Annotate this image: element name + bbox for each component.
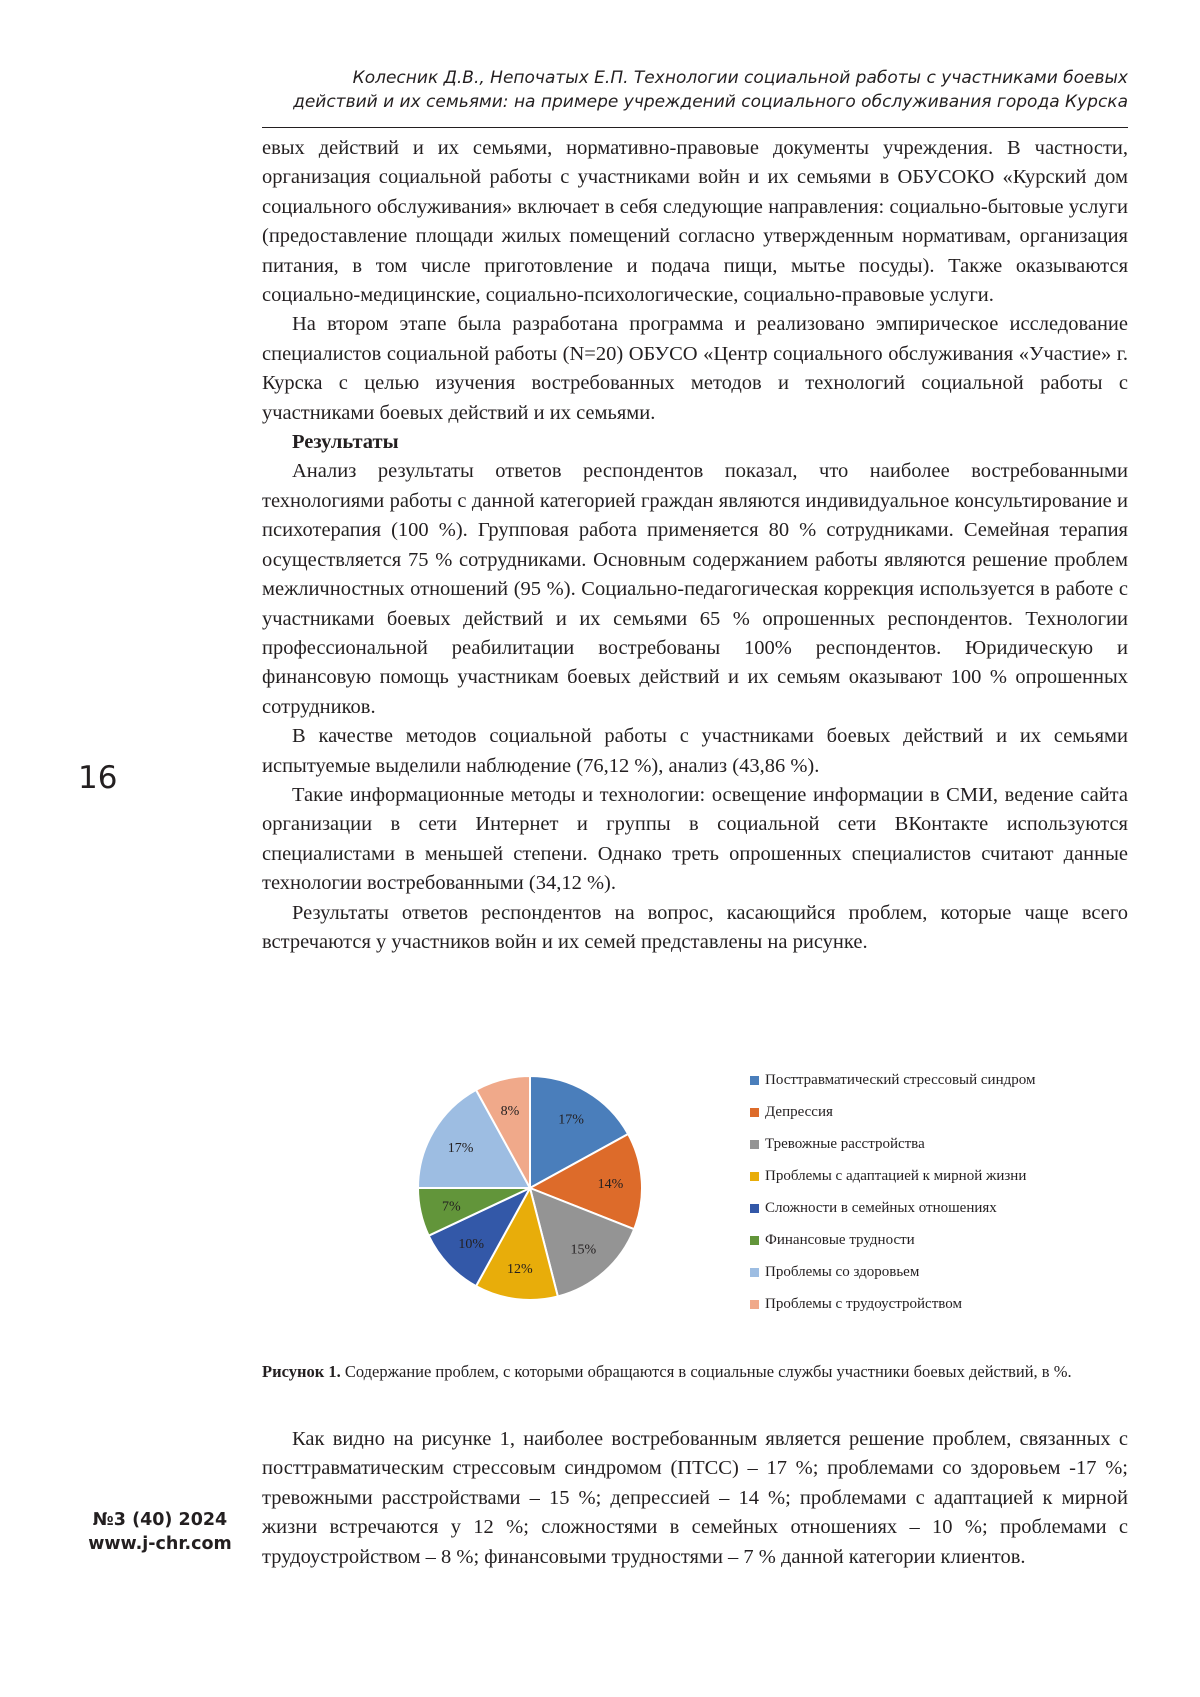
issue-info: [80, 1508, 240, 1556]
header-divider: [262, 127, 1128, 128]
pie-slice-label: 15%: [570, 1242, 597, 1258]
pie-slice-label: 7%: [441, 1199, 461, 1215]
paragraph-second-stage: На втором этапе была разработана программа и реализовано эмпирическое исследование специалистов социальной работы (N=20) ОБУСО «Центр социального обслуживания «Участие» г. Курска с целью изучения востребованных методов и технологий социальной работы с участниками боевых действий и их семьями.: [262, 313, 1128, 424]
article-body: [262, 134, 1128, 957]
paragraph-results-analysis: Анализ результаты ответов респондентов показал, что наиболее востребованными технологиями работы с данной категорией граждан являются индивидуальное консультирование и психотерапия (100 %). Групповая работа применяется 80 % сотрудниками. Семейная терапия осуществляется 75 % сотрудниками. Основным содержанием работы являются решение проблем межличностных отношений (95 %). Социально-педагогическая коррекция используется в работе с участниками боевых действий и их семьями 65 % опрошенных респондентов. Технологии профессиональной реабилитации востребованы 100% респондентов. Юридическую и финансовую помощь участникам боевых действий и их семьям оказывают 100 % опрошенных сотрудников.: [262, 460, 1128, 718]
issue-number: №3 (40) 2024: [92, 1510, 228, 1530]
legend-label: Посттравматический стрессовый синдром: [765, 1072, 1036, 1088]
legend-swatch: [750, 1204, 759, 1213]
legend-item: [750, 1128, 1110, 1160]
legend-label: Проблемы со здоровьем: [765, 1264, 920, 1280]
journal-website: www.j-chr.com: [88, 1534, 232, 1554]
legend-label: Проблемы с трудоустройством: [765, 1296, 962, 1312]
legend-item: [750, 1096, 1110, 1128]
pie-slice-label: 12%: [507, 1262, 533, 1278]
running-head-line-2: действий и их семьями: на примере учреждений социального обслуживания города Курска: [293, 92, 1128, 112]
paragraph-information-methods: Такие информационные методы и технологии: освещение информации в СМИ, ведение сайта организации в сети Интернет и группы в социальной сети ВКонтакте используются специалистами в меньшей степени. Однако треть опрошенных специалистов считают данные технологии востребованными (34,12 %).: [262, 783, 1128, 895]
legend-item: [750, 1224, 1110, 1256]
legend-label: Сложности в семейных отношениях: [765, 1200, 997, 1216]
legend-item: [750, 1288, 1110, 1320]
paragraph-methods: В качестве методов социальной работы с участниками боевых действий и их семьями испытуемые выделили наблюдение (76,12 %), анализ (43,86 %).: [262, 725, 1128, 777]
legend-label: Финансовые трудности: [765, 1232, 915, 1248]
legend-item: [750, 1160, 1110, 1192]
legend-swatch: [750, 1108, 759, 1117]
pie-slice-label: 8%: [500, 1103, 520, 1119]
legend-item: [750, 1256, 1110, 1288]
paragraph-continuation: евых действий и их семьями, нормативно-правовые документы учреждения. В частности, организация социальной работы с участниками войн и их семьями в ОБУСОКО «Курский дом социального обслуживания» включает в себя следующие направления: социально-бытовые услуги (предоставление площади жилых помещений согласно утвержденным нормативам, организация питания, в том числе приготовление и подача пищи, мытье посуды). Также оказываются социально-медицинские, социально-психологические, социально-правовые услуги.: [262, 137, 1128, 307]
paragraph-figure-discussion: Как видно на рисунке 1, наиболее востребованным является решение проблем, связанных с посттравматическим стрессовым синдромом (ПТСС) – 17 %; проблемами со здоровьем -17 %; тревожными расстройствами – 15 %; депрессией – 14 %; проблемами с адаптацией к мирной жизни встречаются у 12 %; сложностями в семейных отношениях – 10 %; проблемами с трудоустройством – 8 %; финансовыми трудностями – 7 % данной категории клиентов.: [262, 1428, 1128, 1568]
pie-slice-label: 14%: [597, 1176, 624, 1192]
running-head: [262, 66, 1128, 114]
pie-slice-label: 17%: [558, 1112, 584, 1128]
pie-chart: [410, 1068, 650, 1308]
legend-label: Проблемы с адаптацией к мирной жизни: [765, 1168, 1027, 1184]
pie-slice-label: 10%: [458, 1237, 485, 1253]
figure-1: [410, 1050, 1110, 1330]
legend-swatch: [750, 1300, 759, 1309]
legend-swatch: [750, 1076, 759, 1085]
page-number: 16: [78, 760, 118, 796]
legend-swatch: [750, 1140, 759, 1149]
legend-swatch: [750, 1236, 759, 1245]
chart-legend: [750, 1064, 1110, 1320]
article-body-continued: [262, 1425, 1128, 1572]
legend-swatch: [750, 1268, 759, 1277]
legend-item: [750, 1192, 1110, 1224]
legend-swatch: [750, 1172, 759, 1181]
section-heading-results: Результаты: [292, 431, 399, 454]
legend-label: Тревожные расстройства: [765, 1136, 925, 1152]
figure-caption: [262, 1360, 1128, 1384]
figure-caption-label: Рисунок 1.: [262, 1362, 341, 1381]
legend-label: Депрессия: [765, 1104, 833, 1120]
running-head-line-1: Колесник Д.В., Непочатых Е.П. Технологии социальной работы с участниками боевых: [352, 68, 1128, 88]
paragraph-figure-intro: Результаты ответов респондентов на вопрос, касающийся проблем, которые чаще всего встречаются у участников войн и их семей представлены на рисунке.: [262, 901, 1128, 953]
legend-item: [750, 1064, 1110, 1096]
pie-slice-label: 17%: [447, 1140, 474, 1156]
figure-caption-text: Содержание проблем, с которыми обращаются в социальные службы участники боевых действий, в %.: [344, 1362, 1072, 1381]
